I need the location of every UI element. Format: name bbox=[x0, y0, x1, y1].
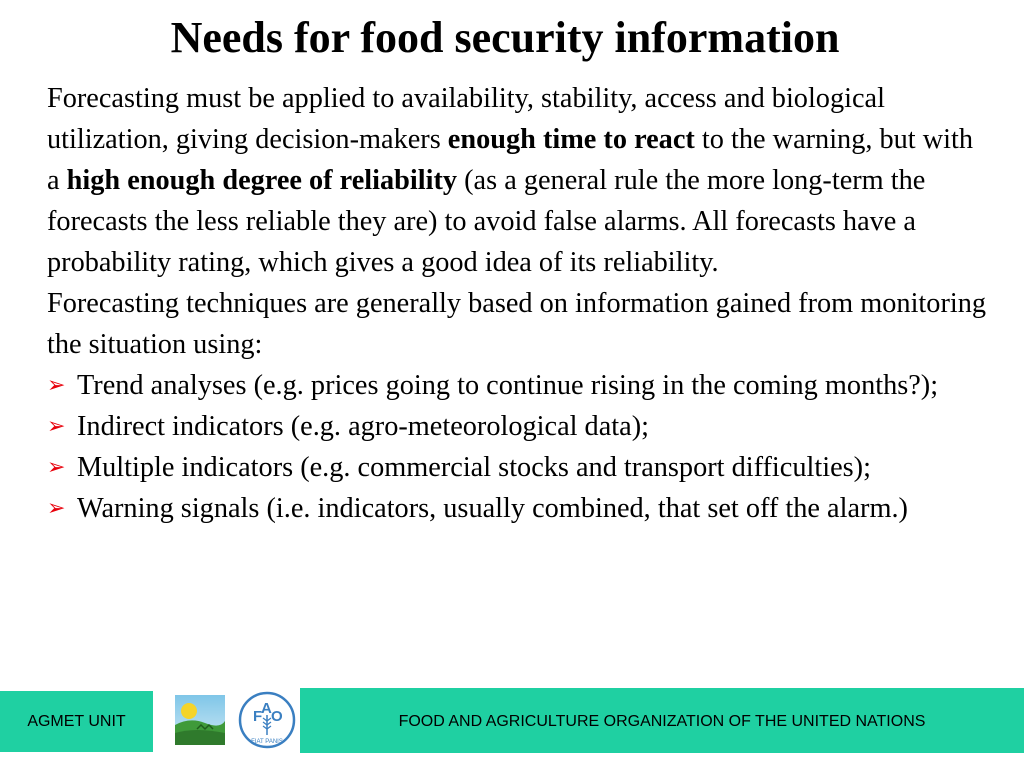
fao-motto: FIAT PANIS bbox=[251, 739, 283, 745]
agmet-logo-icon bbox=[175, 695, 225, 745]
bullet-text: Trend analyses (e.g. prices going to continue rising in the coming months?); bbox=[77, 370, 939, 401]
fao-name-label: FOOD AND AGRICULTURE ORGANIZATION OF THE UNITED NATIONS bbox=[398, 712, 926, 730]
fao-letter-f: F bbox=[253, 708, 263, 725]
emphasis-text: enough time to react bbox=[447, 124, 695, 155]
slide-title: Needs for food security information bbox=[170, 13, 840, 62]
arrow-bullet-icon: ➢ bbox=[47, 496, 66, 521]
emphasis-text: high enough degree of reliability bbox=[66, 165, 458, 196]
fao-name-box bbox=[300, 688, 1024, 753]
agmet-unit-label-box bbox=[0, 691, 153, 752]
fao-letter-a: A bbox=[261, 700, 272, 717]
paragraph-forecasting bbox=[47, 78, 987, 283]
arrow-bullet-icon: ➢ bbox=[47, 455, 66, 480]
agmet-unit-label: AGMET UNIT bbox=[27, 712, 126, 730]
footer-bar bbox=[0, 688, 1024, 753]
paragraph-text: to the warning, but with a bbox=[47, 124, 974, 196]
fao-logo-icon bbox=[238, 691, 296, 749]
bullet-item bbox=[47, 488, 987, 529]
slide-body bbox=[47, 78, 987, 529]
bullet-text: Multiple indicators (e.g. commercial stocks and transport difficulties); bbox=[77, 452, 871, 483]
bullet-text: Indirect indicators (e.g. agro-meteorological data); bbox=[77, 411, 649, 442]
bullet-text: Warning signals (i.e. indicators, usually combined, that set off the alarm.) bbox=[77, 493, 908, 524]
paragraph-techniques: Forecasting techniques are generally based on information gained from monitoring the situation using: bbox=[47, 288, 987, 360]
paragraph-text: (as a general rule the more long-term the forecasts the less reliable they are) to avoid false alarms. All forecasts have a probability rating, which gives a good idea of its reliability. bbox=[47, 165, 926, 278]
paragraph-text: Forecasting must be applied to availability, stability, access and biological utilization, giving decision-makers bbox=[47, 83, 885, 155]
bullet-item bbox=[47, 365, 987, 406]
arrow-bullet-icon: ➢ bbox=[47, 414, 66, 439]
bullet-item bbox=[47, 406, 987, 447]
arrow-bullet-icon: ➢ bbox=[47, 373, 66, 398]
fao-letter-o: O bbox=[271, 708, 283, 725]
bullet-item bbox=[47, 447, 987, 488]
